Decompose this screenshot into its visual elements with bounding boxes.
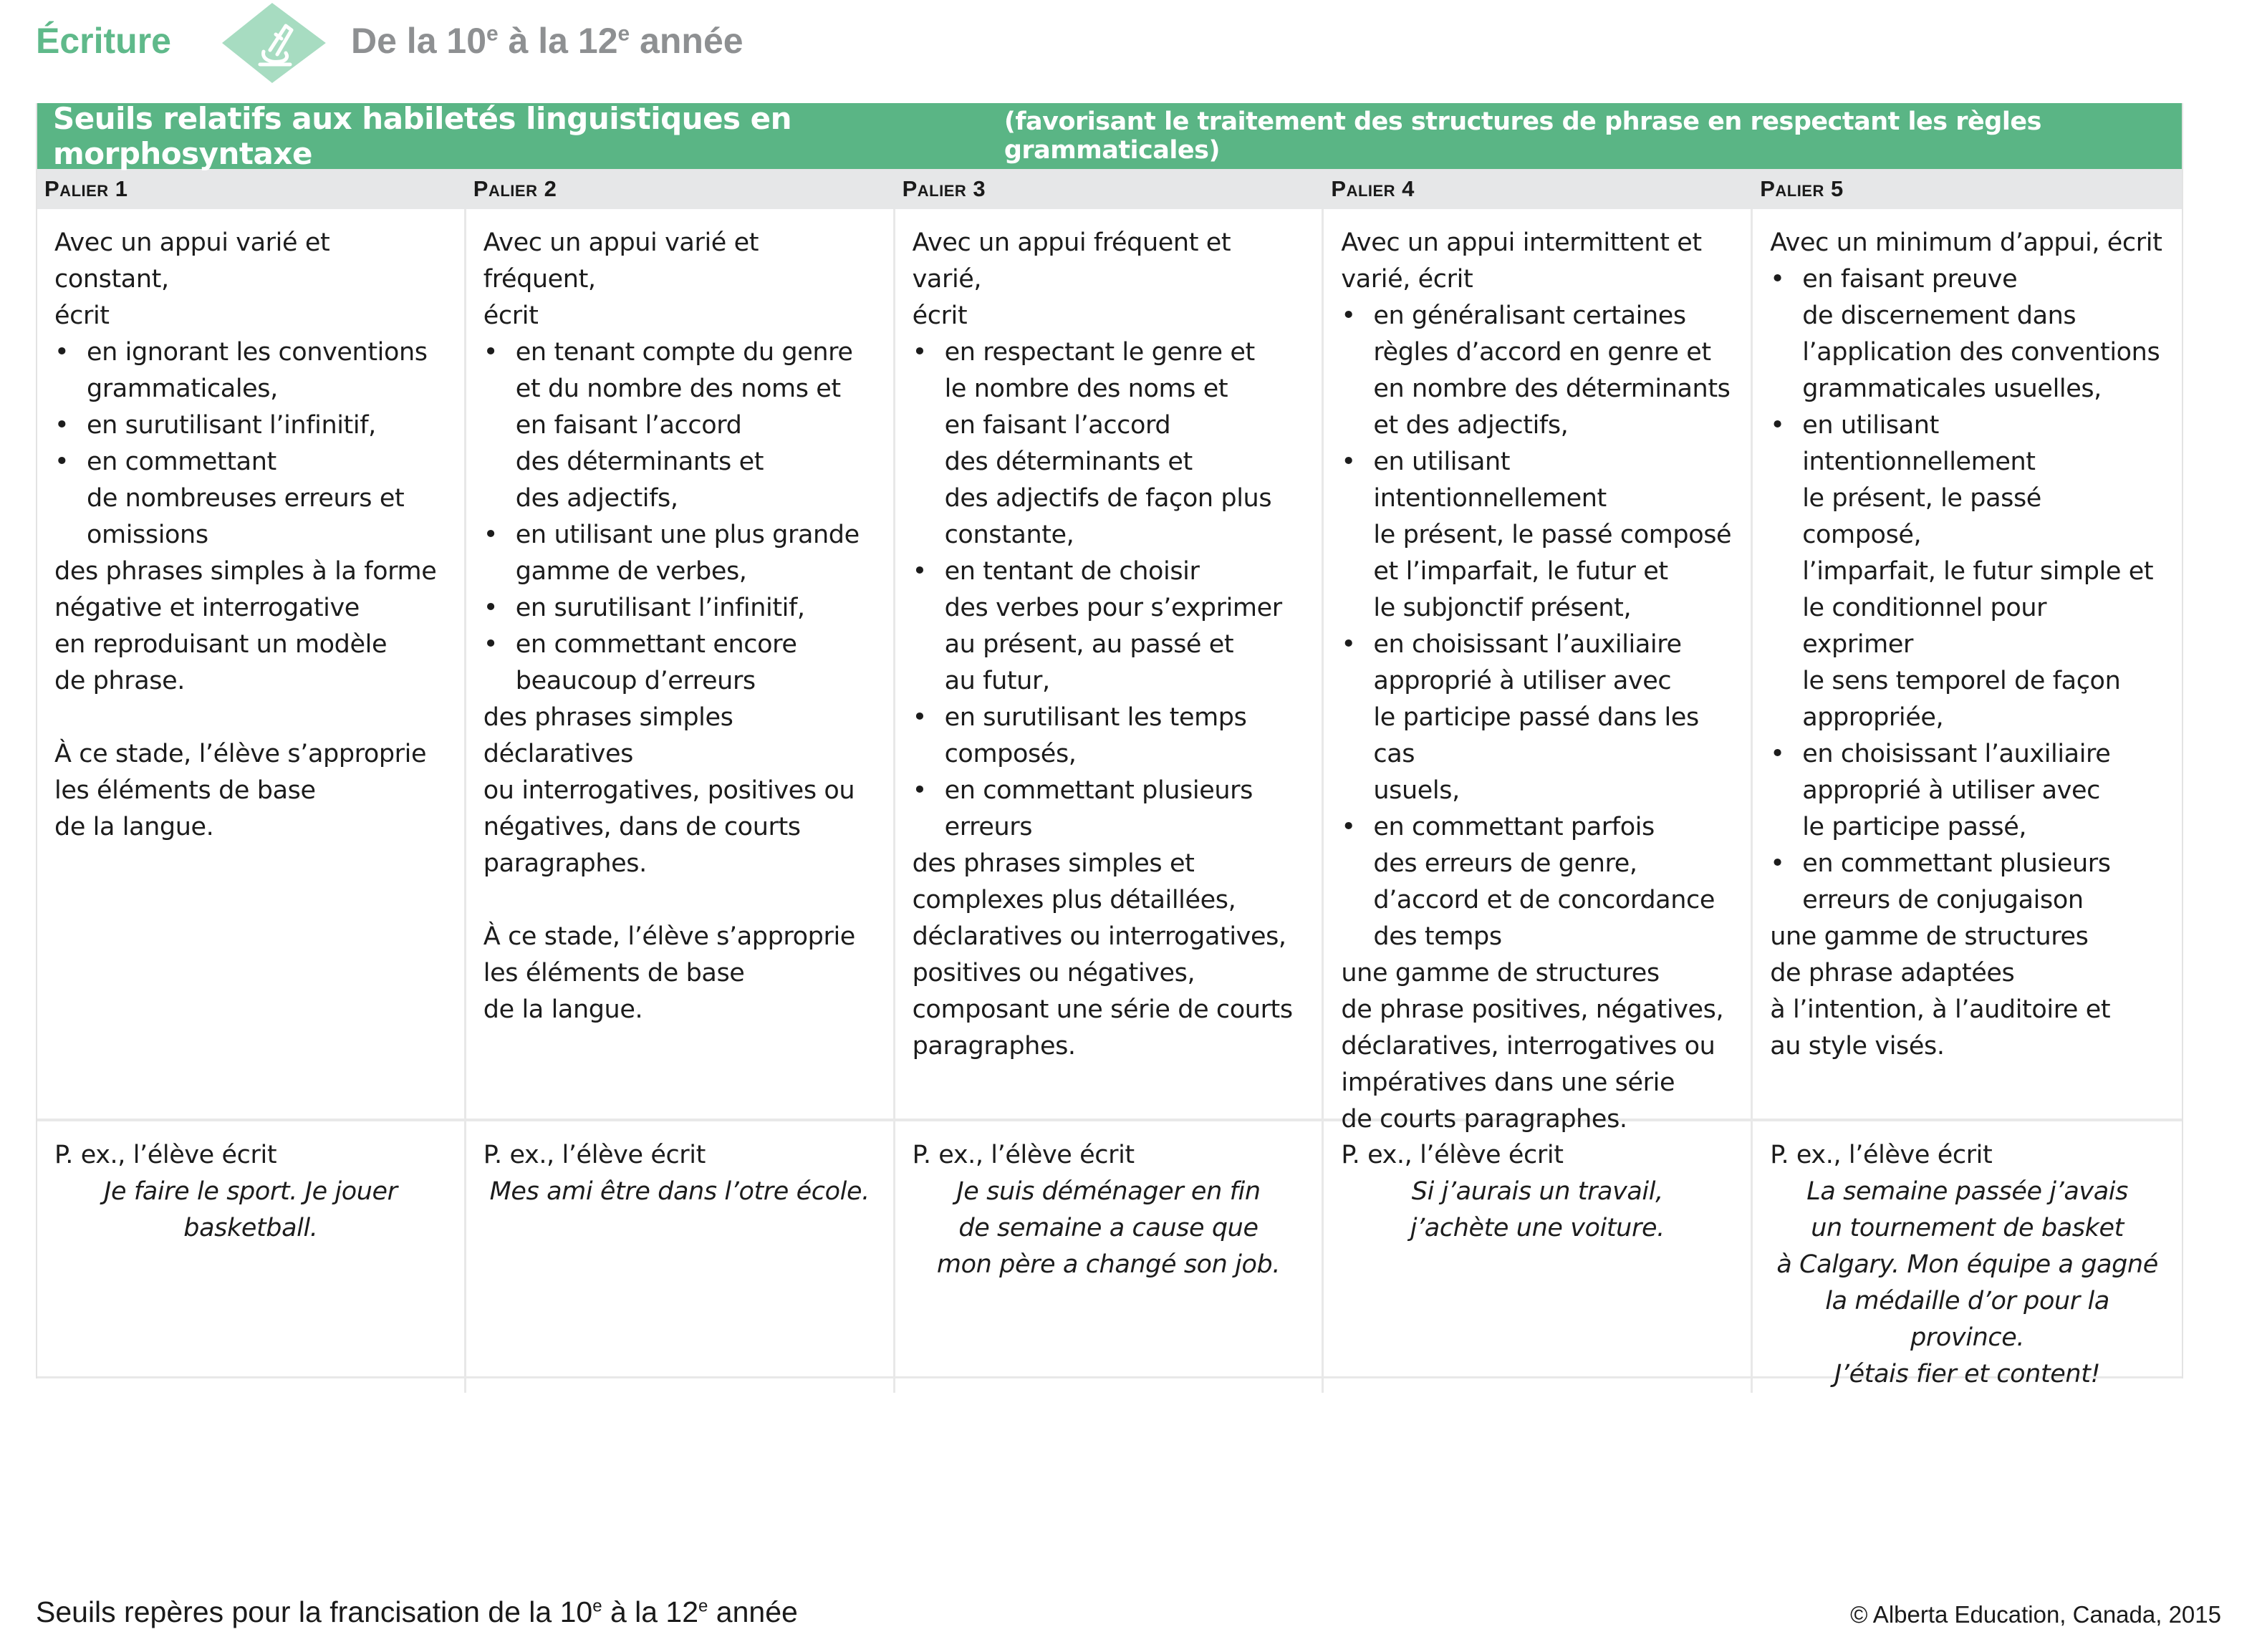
example-line: j’achète une voiture. bbox=[1410, 1214, 1665, 1242]
table-title-bar bbox=[37, 103, 2182, 169]
note-line: les éléments de base bbox=[54, 776, 316, 805]
level-3-example-cell bbox=[895, 1121, 1324, 1393]
level-5-example-cell bbox=[1753, 1121, 2182, 1393]
criteria-list bbox=[54, 334, 447, 554]
intro-line: Avec un appui varié et fréquent, bbox=[483, 228, 759, 294]
intro-line: Avec un minimum d’appui, écrit bbox=[1770, 228, 2162, 257]
note-line: les éléments de base bbox=[483, 959, 745, 987]
level-3-description-cell bbox=[895, 209, 1324, 1138]
criteria-line: le présent, le passé composé bbox=[1373, 521, 1732, 549]
criteria-line: erreurs bbox=[944, 813, 1033, 841]
criteria-line: en faisant l’accord bbox=[515, 411, 742, 440]
level-header-4: Palier 4 bbox=[1331, 176, 1415, 201]
intro-line: écrit bbox=[54, 301, 110, 330]
criteria-line: en utilisant bbox=[1802, 411, 1939, 440]
thresholds-table bbox=[36, 101, 2183, 1388]
criteria-list bbox=[913, 334, 1305, 846]
criteria-item bbox=[483, 590, 876, 627]
description-outcome bbox=[483, 700, 876, 882]
criteria-item bbox=[1770, 407, 2165, 736]
example-line: Je suis déménager en fin bbox=[956, 1177, 1261, 1206]
description-outcome bbox=[913, 846, 1305, 1065]
criteria-item bbox=[54, 444, 447, 554]
level-4-example-cell bbox=[1324, 1121, 1753, 1393]
criteria-line: beaucoup d’erreurs bbox=[515, 667, 756, 695]
outcome-line: complexes plus détaillées, bbox=[912, 886, 1236, 914]
example-lead: P. ex., l’élève écrit bbox=[483, 1141, 706, 1169]
level-1-description-cell bbox=[37, 209, 466, 1138]
description-outcome bbox=[1770, 919, 2165, 1065]
level-2-example-cell bbox=[466, 1121, 895, 1393]
criteria-line: le participe passé, bbox=[1802, 813, 2027, 841]
section-brand-title: Écriture bbox=[36, 21, 171, 61]
outcome-line: négatives, dans de courts bbox=[483, 813, 801, 841]
grade-range-text-3: année bbox=[630, 21, 743, 61]
criteria-line: en faisant l’accord bbox=[944, 411, 1171, 440]
criteria-line: grammaticales, bbox=[87, 375, 278, 403]
footer-title-sup-1: e bbox=[592, 1596, 602, 1616]
criteria-line: des déterminants et bbox=[944, 448, 1193, 476]
criteria-line: approprié à utiliser avec bbox=[1373, 667, 1672, 695]
example-sentence bbox=[1341, 1174, 1733, 1247]
outcome-line: paragraphes. bbox=[483, 849, 647, 878]
footer-copyright: © Alberta Education, Canada, 2015 bbox=[1850, 1601, 2221, 1628]
example-line: mon père a changé son job. bbox=[936, 1250, 1281, 1279]
criteria-line: l’application des conventions bbox=[1802, 338, 2160, 367]
criteria-line: en faisant preuve bbox=[1802, 265, 2018, 294]
intro-line: Avec un appui intermittent et bbox=[1341, 228, 1702, 257]
level-1-example-cell bbox=[37, 1121, 466, 1393]
criteria-line: approprié à utiliser avec bbox=[1802, 776, 2100, 805]
criteria-line: d’accord et de concordance bbox=[1373, 886, 1715, 914]
criteria-line: l’imparfait, le futur simple et bbox=[1802, 557, 2154, 586]
criteria-line: au futur, bbox=[944, 667, 1050, 695]
criteria-line: appropriée, bbox=[1802, 703, 1944, 732]
criteria-line: en tentant de choisir bbox=[944, 557, 1200, 586]
example-lead: P. ex., l’élève écrit bbox=[912, 1141, 1135, 1169]
criteria-line: composés, bbox=[944, 740, 1077, 768]
example-line: Je faire le sport. Je jouer bbox=[104, 1177, 398, 1206]
examples-row bbox=[37, 1121, 2182, 1388]
criteria-item bbox=[1341, 298, 1733, 444]
example-lead: P. ex., l’élève écrit bbox=[1341, 1141, 1564, 1169]
criteria-line: en commettant plusieurs bbox=[1802, 849, 2111, 878]
outcome-line: des phrases simples à la forme bbox=[54, 557, 437, 586]
criteria-line: en nombre des déterminants bbox=[1373, 375, 1731, 403]
example-line: La semaine passée j’avais bbox=[1806, 1177, 2128, 1206]
criteria-item bbox=[483, 627, 876, 700]
example-line: Mes ami être dans l’otre école. bbox=[489, 1177, 870, 1206]
grade-range-text-2: à la 12 bbox=[498, 21, 618, 61]
criteria-line: en commettant parfois bbox=[1373, 813, 1655, 841]
footer-title-text-3: année bbox=[708, 1595, 798, 1628]
criteria-item bbox=[483, 517, 876, 590]
level-2-description-cell bbox=[466, 209, 895, 1138]
example-sentence bbox=[913, 1174, 1305, 1283]
outcome-line: déclaratives ou interrogatives, bbox=[912, 922, 1286, 951]
example-sentence bbox=[1770, 1174, 2165, 1393]
criteria-item bbox=[1341, 627, 1733, 809]
outcome-line: de courts paragraphes. bbox=[1341, 1105, 1627, 1134]
outcome-line: de phrase positives, négatives, bbox=[1341, 995, 1724, 1024]
description-outcome bbox=[1341, 955, 1733, 1138]
outcome-line: négative et interrogative bbox=[54, 594, 360, 622]
description-intro bbox=[1770, 225, 2165, 261]
description-intro bbox=[1341, 225, 1733, 298]
outcome-line: des phrases simples déclaratives bbox=[483, 703, 733, 768]
criteria-item bbox=[1770, 261, 2165, 407]
criteria-line: et du nombre des noms et bbox=[515, 375, 841, 403]
criteria-line: en choisissant l’auxiliaire bbox=[1373, 630, 1682, 659]
criteria-line: des erreurs de genre, bbox=[1373, 849, 1637, 878]
intro-line: varié, écrit bbox=[1341, 265, 1473, 294]
example-line: basketball. bbox=[183, 1214, 318, 1242]
criteria-item bbox=[54, 334, 447, 407]
footer-title-text-2: à la 12 bbox=[602, 1595, 699, 1628]
criteria-line: en tenant compte du genre bbox=[515, 338, 853, 367]
outcome-line: positives ou négatives, bbox=[912, 959, 1195, 987]
criteria-line: de nombreuses erreurs et bbox=[87, 484, 405, 513]
criteria-list bbox=[1341, 298, 1733, 955]
table-subtitle: (favorisant le traitement des structures de phrase en respectant les règles grammaticales) bbox=[1004, 107, 2041, 165]
criteria-line: usuels, bbox=[1373, 776, 1460, 805]
outcome-line: déclaratives, interrogatives ou bbox=[1341, 1032, 1715, 1061]
example-lead: P. ex., l’élève écrit bbox=[54, 1141, 277, 1169]
example-sentence bbox=[483, 1174, 876, 1210]
criteria-line: le subjonctif présent, bbox=[1373, 594, 1632, 622]
criteria-line: des verbes pour s’exprimer bbox=[944, 594, 1282, 622]
criteria-line: des déterminants et bbox=[515, 448, 764, 476]
note-line: À ce stade, l’élève s’approprie bbox=[54, 740, 427, 768]
example-line: à Calgary. Mon équipe a gagné bbox=[1776, 1250, 2158, 1279]
descriptions-row bbox=[37, 209, 2182, 1134]
level-4-description-cell bbox=[1324, 209, 1753, 1138]
outcome-line: de phrase. bbox=[54, 667, 186, 695]
criteria-line: des temps bbox=[1373, 922, 1502, 951]
criteria-line: erreurs de conjugaison bbox=[1802, 886, 2084, 914]
criteria-line: gamme de verbes, bbox=[515, 557, 747, 586]
criteria-line: en généralisant certaines bbox=[1373, 301, 1686, 330]
note-line: de la langue. bbox=[483, 995, 643, 1024]
criteria-line: de discernement dans bbox=[1802, 301, 2076, 330]
criteria-line: constante, bbox=[944, 521, 1074, 549]
outcome-line: impératives dans une série bbox=[1341, 1068, 1675, 1097]
outcome-line: paragraphes. bbox=[912, 1032, 1076, 1061]
criteria-line: en utilisant une plus grande bbox=[515, 521, 860, 549]
description-intro bbox=[483, 225, 876, 334]
criteria-item bbox=[483, 334, 876, 517]
criteria-item bbox=[1770, 846, 2165, 919]
outcome-line: à l’intention, à l’auditoire et bbox=[1770, 995, 2111, 1024]
example-line: J’étais fier et content! bbox=[1834, 1360, 2101, 1388]
grade-range-sup-2: e bbox=[617, 21, 630, 46]
criteria-line: intentionnellement bbox=[1802, 448, 2036, 476]
outcome-line: de phrase adaptées bbox=[1770, 959, 2015, 987]
note-line: de la langue. bbox=[54, 813, 214, 841]
criteria-item bbox=[913, 773, 1305, 846]
level-5-description-cell bbox=[1753, 209, 2182, 1138]
criteria-line: le conditionnel pour exprimer bbox=[1802, 594, 2047, 659]
criteria-line: en ignorant les conventions bbox=[87, 338, 428, 367]
criteria-line: en choisissant l’auxiliaire bbox=[1802, 740, 2111, 768]
criteria-line: et l’imparfait, le futur et bbox=[1373, 557, 1668, 586]
criteria-list bbox=[1770, 261, 2165, 919]
note-line: À ce stade, l’élève s’approprie bbox=[483, 922, 855, 951]
criteria-line: en commettant encore bbox=[515, 630, 797, 659]
level-header-5: Palier 5 bbox=[1760, 176, 1844, 201]
criteria-line: des adjectifs, bbox=[515, 484, 678, 513]
example-lead: P. ex., l’élève écrit bbox=[1770, 1141, 1993, 1169]
intro-line: écrit bbox=[912, 301, 968, 330]
intro-line: Avec un appui fréquent et varié, bbox=[912, 228, 1231, 294]
spacer bbox=[483, 882, 876, 919]
criteria-line: omissions bbox=[87, 521, 208, 549]
criteria-line: en surutilisant l’infinitif, bbox=[87, 411, 376, 440]
levels-header-row bbox=[37, 169, 2182, 209]
page-header bbox=[36, 0, 895, 93]
criteria-item bbox=[1341, 809, 1733, 955]
footer-title-sup-2: e bbox=[698, 1596, 708, 1616]
criteria-item bbox=[913, 554, 1305, 700]
level-header-2: Palier 2 bbox=[473, 176, 557, 201]
spacer bbox=[54, 700, 447, 736]
example-line: de semaine a cause que bbox=[958, 1214, 1259, 1242]
criteria-line: le sens temporel de façon bbox=[1802, 667, 2121, 695]
criteria-item bbox=[1770, 736, 2165, 846]
outcome-line: une gamme de structures bbox=[1770, 922, 2089, 951]
criteria-line: en respectant le genre et bbox=[944, 338, 1255, 367]
writing-hand-icon bbox=[190, 0, 355, 86]
criteria-line: le nombre des noms et bbox=[944, 375, 1228, 403]
outcome-line: des phrases simples et bbox=[912, 849, 1195, 878]
example-sentence bbox=[54, 1174, 447, 1247]
description-intro bbox=[913, 225, 1305, 334]
criteria-line: grammaticales usuelles, bbox=[1802, 375, 2102, 403]
criteria-line: en surutilisant l’infinitif, bbox=[515, 594, 805, 622]
example-line: Si j’aurais un travail, bbox=[1411, 1177, 1663, 1206]
criteria-line: règles d’accord en genre et bbox=[1373, 338, 1711, 367]
outcome-line: une gamme de structures bbox=[1341, 959, 1660, 987]
criteria-line: au présent, au passé et bbox=[944, 630, 1234, 659]
grade-range bbox=[351, 20, 743, 62]
grade-range-text-1: De la 10 bbox=[351, 21, 487, 61]
grade-range-sup-1: e bbox=[486, 21, 499, 46]
criteria-item bbox=[1341, 444, 1733, 627]
criteria-line: en commettant bbox=[87, 448, 276, 476]
criteria-line: des adjectifs de façon plus bbox=[944, 484, 1272, 513]
criteria-item bbox=[54, 407, 447, 444]
stage-note bbox=[54, 736, 447, 846]
level-header-3: Palier 3 bbox=[902, 176, 986, 201]
stage-note bbox=[483, 919, 876, 1028]
footer-document-title bbox=[36, 1595, 798, 1629]
outcome-line: en reproduisant un modèle bbox=[54, 630, 388, 659]
intro-line: Avec un appui varié et constant, bbox=[54, 228, 330, 294]
intro-line: écrit bbox=[483, 301, 539, 330]
example-line: un tournement de basket bbox=[1811, 1214, 2124, 1242]
criteria-line: le participe passé dans les cas bbox=[1373, 703, 1699, 768]
criteria-line: et des adjectifs, bbox=[1373, 411, 1569, 440]
outcome-line: composant une série de courts bbox=[912, 995, 1293, 1024]
criteria-list bbox=[483, 334, 876, 700]
example-line: la médaille d’or pour la province. bbox=[1825, 1287, 2109, 1352]
level-header-1: Palier 1 bbox=[44, 176, 128, 201]
criteria-line: en commettant plusieurs bbox=[944, 776, 1253, 805]
table-title: Seuils relatifs aux habiletés linguistiques en morphosyntaxe bbox=[53, 101, 792, 171]
criteria-line: intentionnellement bbox=[1373, 484, 1607, 513]
outcome-line: ou interrogatives, positives ou bbox=[483, 776, 855, 805]
description-intro bbox=[54, 225, 447, 334]
criteria-item bbox=[913, 700, 1305, 773]
criteria-line: en surutilisant les temps bbox=[944, 703, 1247, 732]
criteria-line: en utilisant bbox=[1373, 448, 1511, 476]
criteria-item bbox=[913, 334, 1305, 554]
outcome-line: au style visés. bbox=[1770, 1032, 1945, 1061]
criteria-line: le présent, le passé composé, bbox=[1802, 484, 2041, 549]
description-outcome bbox=[54, 554, 447, 700]
footer-title-text-1: Seuils repères pour la francisation de la 10 bbox=[36, 1595, 593, 1628]
